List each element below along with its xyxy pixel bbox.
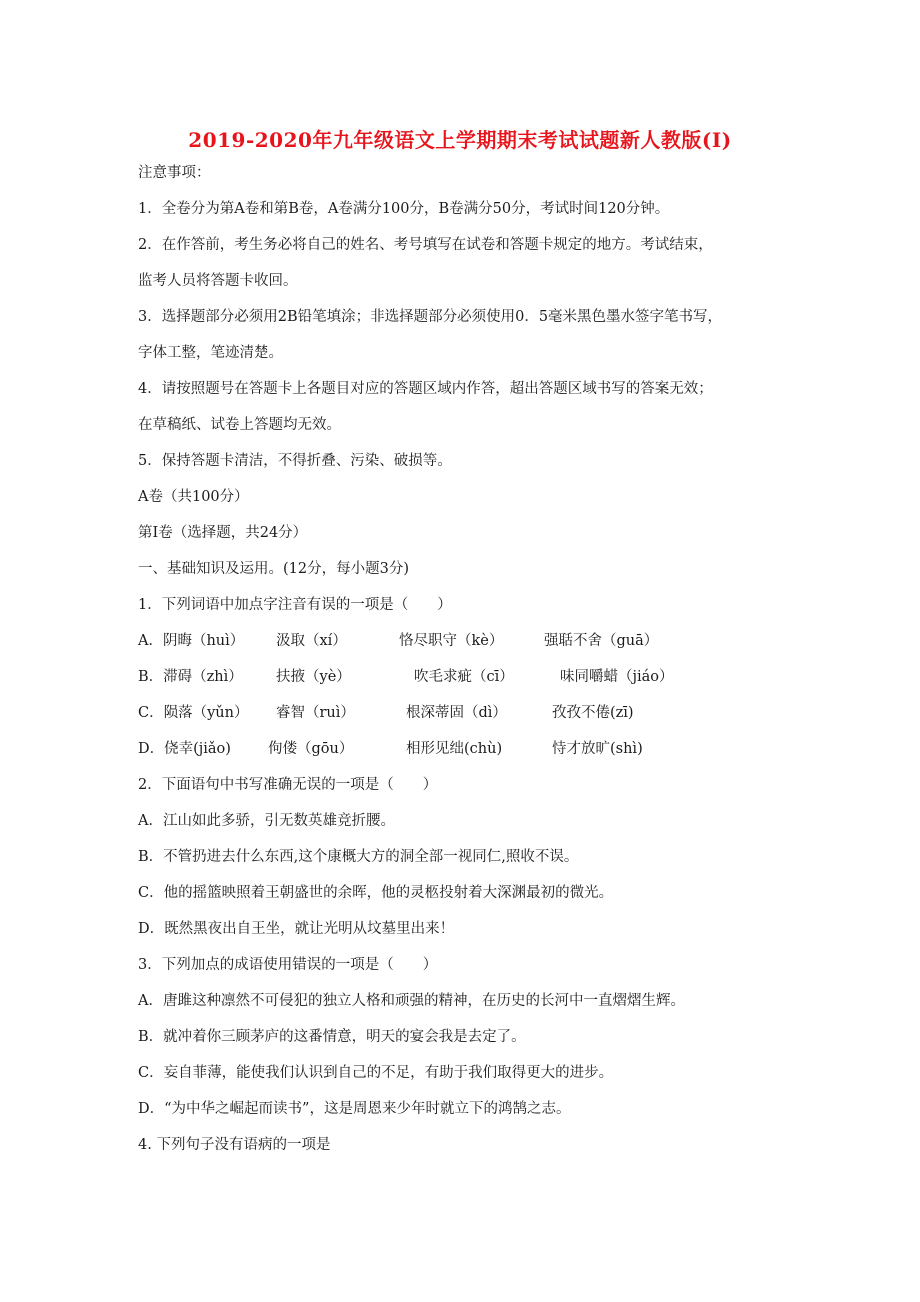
q1-option-d <box>138 738 838 760</box>
option-item: 睿智（ruì） <box>276 705 355 721</box>
option-item: 相形见绌(chù) <box>406 741 503 757</box>
note-line: 4．请按照题号在答题卡上各题目对应的答题区域内作答，超出答题区域书写的答案无效； <box>138 381 713 397</box>
q1-option-b <box>138 666 838 688</box>
notes-heading: 注意事项： <box>138 165 211 181</box>
q3-option-b: B．就冲着你三顾茅庐的这番情意，明天的宴会我是去定了。 <box>138 1029 526 1045</box>
q2-option-a: A．江山如此多骄，引无数英雄竞折腰。 <box>138 813 395 829</box>
section-heading: 一、基础知识及运用。(12分，每小题3分) <box>138 561 409 577</box>
option-item: 味同嚼蜡（jiáo） <box>560 669 674 685</box>
option-item: 汲取（xí） <box>276 633 347 649</box>
q1-option-a <box>138 630 838 652</box>
q2-option-d: D．既然黑夜出自王坐，就让光明从坟墓里出来！ <box>138 921 455 937</box>
option-item: 吹毛求疵（cī） <box>414 669 514 685</box>
note-line: 2．在作答前，考生务必将自己的姓名、考号填写在试卷和答题卡规定的地方。考试结束， <box>138 237 713 253</box>
option-item: 孜孜不倦(zī) <box>552 705 634 721</box>
note-line: 1．全卷分为第A卷和第B卷，A卷满分100分，B卷满分50分，考试时间120分钟。 <box>138 201 670 217</box>
option-item: 恃才放旷(shì) <box>552 741 643 757</box>
question-4: 4. 下列句子没有语病的一项是 <box>138 1137 331 1153</box>
option-item: 佝偻（gōu） <box>268 741 354 757</box>
note-line: 3．选择题部分必须用2B铅笔填涂；非选择题部分必须使用0．5毫米黑色墨水签字笔书写， <box>138 309 723 325</box>
section-heading: A卷（共100分） <box>138 489 249 505</box>
note-line: 在草稿纸、试卷上答题均无效。 <box>138 417 341 433</box>
option-item: 扶掖（yè） <box>276 669 351 685</box>
q2-option-c: C．他的摇篮映照着王朝盛世的余晖，他的灵柩投射着大深渊最初的微光。 <box>138 885 614 901</box>
q3-option-a: A．唐雎这种凛然不可侵犯的独立人格和顽强的精神，在历史的长河中一直熠熠生辉。 <box>138 993 685 1009</box>
option-item: B．滞碍（zhì） <box>138 669 243 685</box>
note-line: 5．保持答题卡清洁，不得折叠、污染、破损等。 <box>138 453 452 469</box>
note-line: 监考人员将答题卡收回。 <box>138 273 298 289</box>
option-item: 强聒不舍（guā） <box>544 633 659 649</box>
note-line: 字体工整，笔迹清楚。 <box>138 345 283 361</box>
q3-option-d: D．“为中华之崛起而读书”，这是周恩来少年时就立下的鸿鹄之志。 <box>138 1101 571 1117</box>
q2-option-b: B．不管扔进去什么东西,这个康概大方的洞全部一视同仁,照收不误。 <box>138 849 579 865</box>
option-item: 恪尽职守（kè） <box>399 633 504 649</box>
document-title: 2019-2020年九年级语文上学期期末考试试题新人教版(I) <box>188 128 732 152</box>
option-item: D．侥幸(jiǎo) <box>138 741 231 757</box>
question-3: 3．下列加点的成语使用错误的一项是（ ） <box>138 957 438 973</box>
question-1: 1．下列词语中加点字注音有误的一项是（ ） <box>138 597 452 613</box>
question-2: 2．下面语句中书写准确无误的一项是（ ） <box>138 777 438 793</box>
option-item: A．阴晦（huì） <box>138 633 245 649</box>
q3-option-c: C．妄自菲薄，能使我们认识到自己的不足，有助于我们取得更大的进步。 <box>138 1065 614 1081</box>
q1-option-c <box>138 702 838 724</box>
section-heading: 第Ⅰ卷（选择题，共24分） <box>138 525 308 541</box>
option-item: C．陨落（yǔn） <box>138 705 249 721</box>
option-item: 根深蒂固（dì） <box>406 705 507 721</box>
